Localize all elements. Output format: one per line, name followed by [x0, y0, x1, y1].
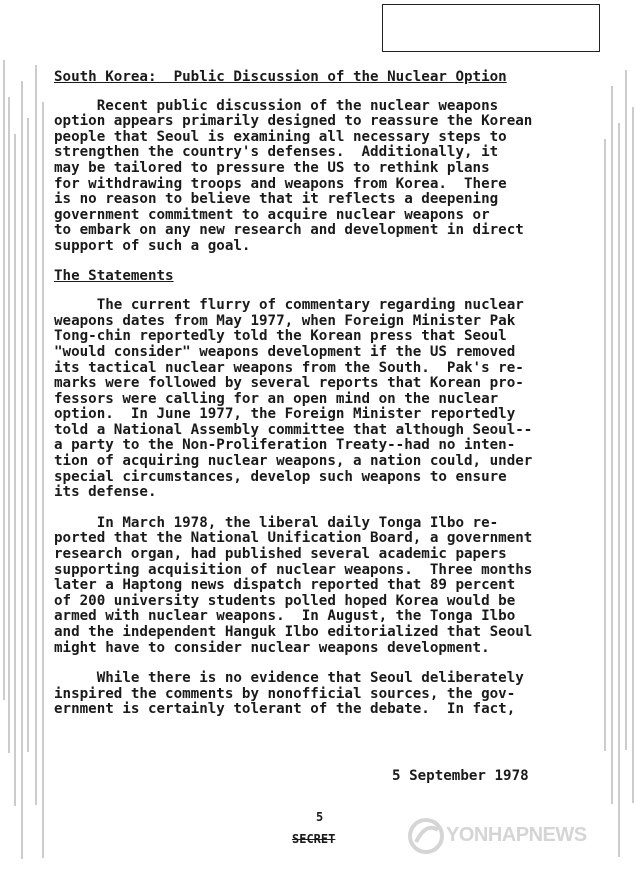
text-line: option. In June 1977, the Foreign Minister reportedly: [54, 406, 516, 423]
text-line: Recent public discussion of the nuclear weapons: [54, 97, 499, 114]
text-line: might have to consider nuclear weapons development.: [54, 639, 490, 656]
text-line: is no reason to believe that it reflects a deepening: [54, 191, 499, 208]
text-line: for withdrawing troops and weapons from Korea. There: [54, 175, 507, 192]
text-line: a party to the Non-Proliferation Treaty--had no inten-: [54, 437, 516, 454]
text-line: told a National Assembly committee that although Seoul--: [54, 421, 533, 438]
text-line: The current flurry of commentary regarding nuclear: [54, 297, 524, 314]
document-date: 5 September 1978: [392, 768, 529, 784]
text-line: supporting acquisition of nuclear weapons. Three months: [54, 561, 533, 578]
watermark: [406, 812, 632, 860]
watermark-logo-icon: [406, 812, 446, 860]
text-line: its tactical nuclear weapons from the South. Pak's re-: [54, 359, 524, 376]
text-line: While there is no evidence that Seoul deliberately: [54, 670, 524, 687]
statements-paragraph-3: [54, 671, 598, 718]
text-line: Tong-chin reportedly told the Korean press that Seoul: [54, 328, 507, 345]
text-line: people that Seoul is examining all necessary steps to: [54, 128, 507, 145]
text-line: In March 1978, the liberal daily Tonga Ilbo re-: [54, 514, 499, 531]
intro-paragraph: [54, 99, 598, 255]
text-line: marks were followed by several reports that Korean pro-: [54, 375, 524, 392]
classification-marking: SECRET: [292, 832, 336, 846]
page-number: 5: [316, 810, 324, 824]
text-line: "would consider" weapons development if the US removed: [54, 343, 516, 360]
document-title: South Korea: Public Discussion of the Nuclear Option: [54, 69, 507, 85]
text-line: may be tailored to pressure the US to rethink plans: [54, 159, 490, 176]
text-line: support of such a goal.: [54, 237, 251, 254]
text-line: strengthen the country's defenses. Additionally, it: [54, 144, 499, 161]
text-line: option appears primarily designed to reassure the Korean: [54, 113, 533, 130]
text-line: of 200 university students polled hoped Korea would be: [54, 592, 516, 609]
text-line: to embark on any new research and development in direct: [54, 222, 524, 239]
text-line: ported that the National Unification Board, a government: [54, 530, 533, 547]
text-line: special circumstances, develop such weapons to ensure: [54, 468, 507, 485]
document-body: [54, 70, 598, 718]
text-line: tion of acquiring nuclear weapons, a nation could, under: [54, 453, 533, 470]
statements-paragraph-1: [54, 298, 598, 501]
text-line: weapons dates from May 1977, when Foreign Minister Pak: [54, 312, 516, 329]
text-line: fessors were calling for an open mind on the nuclear: [54, 390, 499, 407]
text-line: government commitment to acquire nuclear weapons or: [54, 206, 490, 223]
text-line: its defense.: [54, 484, 157, 501]
text-line: ernment is certainly tolerant of the debate. In fact,: [54, 701, 516, 718]
text-line: and the independent Hanguk Ilbo editorialized that Seoul: [54, 624, 533, 640]
text-line: inspired the comments by nonofficial sources, the gov-: [54, 685, 516, 702]
statements-paragraph-2: [54, 516, 598, 656]
redaction-box: [382, 4, 600, 52]
text-line: armed with nuclear weapons. In August, the Tonga Ilbo: [54, 608, 516, 625]
watermark-text: YONHAPNEWS: [446, 824, 587, 846]
text-line: later a Haptong news dispatch reported that 89 percent: [54, 577, 516, 594]
text-line: research organ, had published several academic papers: [54, 546, 507, 563]
section-heading: The Statements: [54, 267, 174, 284]
